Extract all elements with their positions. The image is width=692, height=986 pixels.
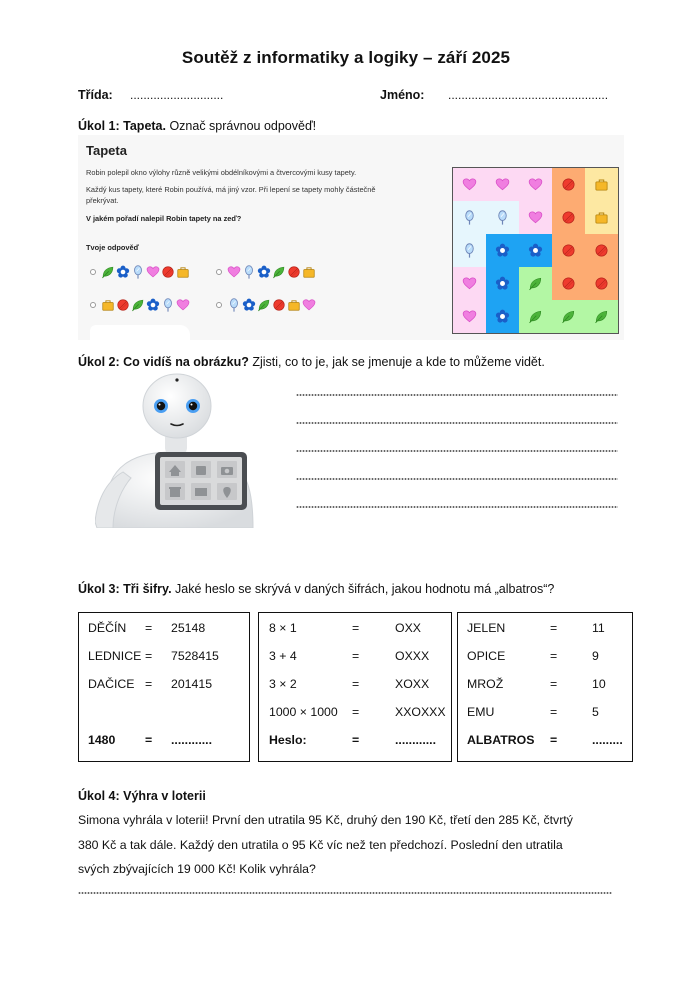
cipher-value: XOXX [395,677,430,691]
ball-icon [561,210,576,225]
task4-answer-line[interactable] [78,892,612,894]
answer-option-3[interactable] [90,298,190,312]
cipher-value: 9 [592,649,599,663]
task3-heading [78,582,554,596]
ball-icon [561,276,576,291]
bag-icon [594,210,609,225]
tapeta-title: Tapeta [86,143,127,158]
flower-icon [528,243,543,258]
leaf-icon [257,298,271,312]
task1-heading-bold: Úkol 1: Tapeta. [78,119,166,133]
flower-icon [257,265,271,279]
heart-icon [495,177,510,192]
cipher-key: JELEN [467,621,506,635]
heart-icon [146,265,160,279]
grid-cell-ball [552,267,585,300]
radio-button[interactable] [216,302,222,308]
cipher-key: 8 × 1 [269,621,297,635]
grid-cell-leaf [585,300,618,333]
leaf-icon [561,309,576,324]
cipher-key: ALBATROS [467,733,535,747]
cipher-value: 201415 [171,677,213,691]
grid-cell-flower [486,234,519,267]
ball-icon [594,276,609,291]
heart-icon [462,276,477,291]
heart-icon [462,309,477,324]
task4-line-3: svých zbývajících 19 000 Kč! Kolik vyhrála? [78,862,316,876]
flower-icon [242,298,256,312]
task3-heading-rest: Jaké heslo se skrývá v daných šifrách, jakou hodnotu má „albatros“? [171,582,555,596]
answer-line-1[interactable] [296,394,618,396]
task2-heading-bold: Úkol 2: Co vidíš na obrázku? [78,355,249,369]
grid-cell-ball [585,267,618,300]
answer-line-3[interactable] [296,450,618,452]
grid-cell-mirror [486,201,519,234]
cipher-value: 11 [592,621,605,635]
bag-icon [594,177,609,192]
equals-sign: = [550,621,558,635]
cipher-value: OXXX [395,649,430,663]
radio-button[interactable] [90,269,96,275]
name-label: Jméno: [380,88,425,102]
tapeta-paragraph-2a: Každý kus tapety, které Robin používá, má jiný vzor. Při lepení se tapety mohly částečně [86,185,376,194]
mirror-icon [462,210,477,225]
grid-cell-flower [486,267,519,300]
ball-icon [272,298,286,312]
grid-cell-heart [486,168,519,201]
cipher-value: OXX [395,621,421,635]
equals-sign: = [550,705,558,719]
bag-icon [287,298,301,312]
grid-cell-heart [453,300,486,333]
equals-sign: = [352,733,360,747]
cipher-value[interactable]: ............ [395,733,436,747]
equals-sign: = [352,677,360,691]
answer-line-5[interactable] [296,506,618,508]
bag-icon [302,265,316,279]
class-label: Třída: [78,88,113,102]
cipher-key: MROŽ [467,677,504,691]
equals-sign: = [550,733,558,747]
ball-icon [116,298,130,312]
grid-cell-leaf [519,300,552,333]
grid-cell-ball [552,201,585,234]
leaf-icon [528,276,543,291]
equals-sign: = [145,733,153,747]
grid-cell-mirror [453,234,486,267]
cipher-value: 10 [592,677,606,691]
cipher-value: 5 [592,705,599,719]
grid-cell-heart [519,201,552,234]
task1-heading [78,119,316,133]
flower-icon [116,265,130,279]
bag-icon [101,298,115,312]
radio-button[interactable] [90,302,96,308]
grid-cell-leaf [519,267,552,300]
equals-sign: = [550,677,558,691]
page-title: Soutěž z informatiky a logiky – září 2025 [181,48,511,67]
answer-option-1[interactable] [90,265,190,279]
leaf-icon [101,265,115,279]
tapeta-paragraph-2b: překrývat. [86,196,119,205]
grid-cell-ball [585,234,618,267]
cipher-key: 1000 × 1000 [269,705,338,719]
ball-icon [161,265,175,279]
task3-heading-bold: Úkol 3: Tři šifry. [78,582,172,596]
grid-cell-heart [519,168,552,201]
grid-cell-flower [519,234,552,267]
ball-icon [287,265,301,279]
robot-image [95,372,255,528]
equals-sign: = [352,621,360,635]
grid-cell-mirror [453,201,486,234]
heart-icon [528,210,543,225]
answer-label: Tvoje odpověď [86,243,139,252]
heart-icon [302,298,316,312]
answer-option-2[interactable] [216,265,316,279]
equals-sign: = [352,705,360,719]
heart-icon [176,298,190,312]
equals-sign: = [352,649,360,663]
cipher-key: Heslo: [269,733,307,747]
task2-heading [78,355,545,369]
cipher-key: 3 + 4 [269,649,297,663]
grid-cell-bag [585,168,618,201]
tapeta-card [78,135,624,340]
heart-icon [528,177,543,192]
task4-line-2: 380 Kč a tak dále. Každý den utratila o 95 Kč víc než ten předchozí. Poslední den utratila [78,838,563,852]
equals-sign: = [145,621,153,635]
name-field[interactable]: ................................................ [448,88,609,102]
flower-icon [495,309,510,324]
mirror-icon [242,265,256,279]
grid-cell-heart [453,267,486,300]
task4-heading-bold: Úkol 4: Výhra v loterii [78,789,206,803]
leaf-icon [272,265,286,279]
ball-icon [561,177,576,192]
answer-option-4[interactable] [216,298,316,312]
grid-cell-ball [552,234,585,267]
bag-icon [176,265,190,279]
heart-icon [462,177,477,192]
cipher-box-towns [78,612,250,762]
cipher-value: 25148 [171,621,206,635]
grid-cell-leaf [552,300,585,333]
mirror-icon [462,243,477,258]
mirror-icon [227,298,241,312]
flower-icon [495,276,510,291]
cipher-key: 3 × 2 [269,677,297,691]
cipher-box-animals [457,612,633,762]
cipher-key: LEDNICE [88,649,142,663]
leaf-icon [528,309,543,324]
cipher-value[interactable]: ......... [592,733,623,747]
grid-cell-ball [552,168,585,201]
ball-icon [594,243,609,258]
tapeta-question: V jakém pořadí nalepil Robin tapety na zeď? [86,214,242,223]
equals-sign: = [145,649,153,663]
answer-line-2[interactable] [296,422,618,424]
cipher-key: DAČICE [88,677,135,691]
grid-cell-flower [486,300,519,333]
leaf-icon [131,298,145,312]
class-field[interactable]: ............................ [130,88,224,102]
task1-heading-rest: Označ správnou odpověď! [165,119,317,133]
cipher-box-math [258,612,452,762]
grid-cell-bag [585,201,618,234]
wallpaper-grid [452,167,619,334]
cipher-key: 1480 [88,733,116,747]
ball-icon [561,243,576,258]
answer-line-4[interactable] [296,478,618,480]
cipher-key: OPICE [467,649,506,663]
equals-sign: = [550,649,558,663]
grid-cell-heart [453,168,486,201]
cipher-key: DĚČÍN [88,621,127,635]
leaf-icon [594,309,609,324]
heart-icon [227,265,241,279]
flower-icon [495,243,510,258]
tapeta-paragraph-1: Robin polepil okno výlohy různě velikými obdélníkovými a čtvercovými kusy tapety. [86,168,357,177]
cipher-value: XXOXXX [395,705,446,719]
task4-heading [78,789,206,803]
task4-line-1: Simona vyhrála v loterii! První den utratila 95 Kč, druhý den 190 Kč, třetí den 285 Kč, čtvrtý [78,813,573,827]
mirror-icon [161,298,175,312]
cipher-value[interactable]: ............ [171,733,212,747]
flower-icon [146,298,160,312]
white-blot [90,325,190,340]
mirror-icon [495,210,510,225]
equals-sign: = [145,677,153,691]
cipher-value: 7528415 [171,649,219,663]
radio-button[interactable] [216,269,222,275]
mirror-icon [131,265,145,279]
cipher-key: EMU [467,705,495,719]
task2-heading-rest: Zjisti, co to je, jak se jmenuje a kde to můžeme vidět. [248,355,545,369]
